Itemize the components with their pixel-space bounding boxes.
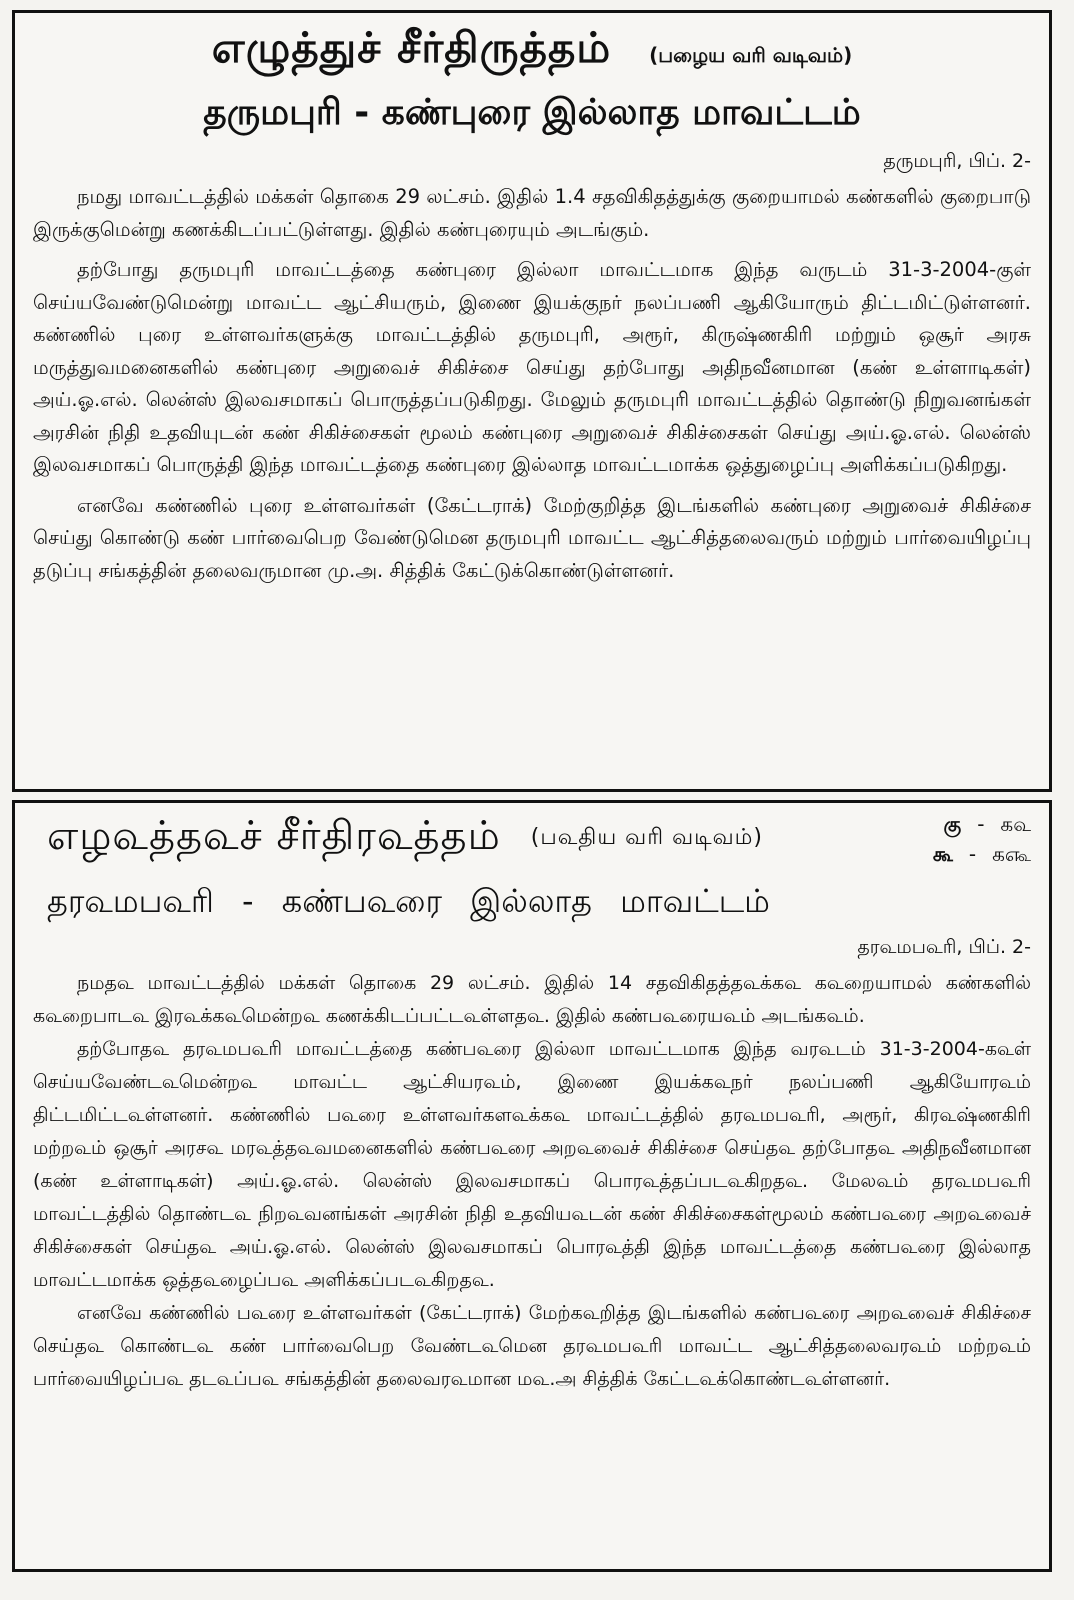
title-row: [33, 813, 1031, 864]
reform-title: எழுத்துச் சீர்திருத்தம்: [211, 23, 612, 72]
article-headline: தர௳மப௳ரி - கண்ப௳ரை இல்லாத மாவட்டம்: [47, 882, 770, 920]
title-row: [33, 23, 1031, 78]
dateline: தர௳மப௳ரி, பிப். 2-: [857, 936, 1031, 958]
reform-subtitle: (ப௳திய வரி வடிவம்): [530, 824, 763, 850]
legend-new-letter: க௳: [1000, 812, 1031, 836]
legend-dash: -: [977, 812, 985, 836]
reform-subtitle: (பழைய வரி வடிவம்): [649, 43, 853, 67]
reform-title: எழ௳த்த௳ச் சீர்திர௳த்தம்: [47, 813, 501, 859]
legend-row: [933, 839, 1031, 869]
dateline: தருமபுரி, பிப். 2-: [883, 150, 1031, 172]
legend-row: [933, 809, 1031, 839]
paragraph-1: நமது மாவட்டத்தில் மக்கள் தொகை 29 லட்சம். இதில் 1.4 சதவிகிதத்துக்கு குறையாமல் கண்களில் குறைபாடு இருக்குமென்று கணக்கிடப்பட்டுள்ளது. இதில் கண்புரையும் அடங்கும்.: [33, 185, 1031, 241]
new-script-panel: [12, 800, 1052, 1572]
legend-old-letter: கு: [943, 812, 962, 836]
legend-old-letter: கூ: [932, 842, 953, 866]
paragraph-3: எனவே கண்ணில் புரை உள்ளவர்கள் (கேட்டராக்) மேற்குறித்த இடங்களில் கண்புரை அறுவைச் சிகிச்சை செய்து கொண்டு கண் பார்வைபெற வேண்டுமென தருமபுரி மாவட்ட ஆட்சித்தலைவரும் மற்றும் பார்வையிழப்பு தடுப்பு சங்கத்தின் தலைவருமான மு.அ. சித்திக் கேட்டுக்கொண்டுள்ளனர்.: [33, 493, 1031, 582]
legend-dash: -: [968, 842, 977, 866]
article-headline: தருமபுரி - கண்புரை இல்லாத மாவட்டம்: [203, 92, 861, 133]
paragraph-1: நமத௳ மாவட்டத்தில் மக்கள் தொகை 29 லட்சம். இதில் 14 சதவிகிதத்த௳க்க௳ க௳றையாமல் கண்களில் க௳றைபாட௳ இர௳க்க௳மென்ற௳ கணக்கிடப்பட்ட௳ள்ளத௳. இதில் கண்ப௳ரைய௳ம் அடங்க௳ம்.: [33, 972, 1031, 1027]
paragraph-3: எனவே கண்ணில் ப௳ரை உள்ளவர்கள் (கேட்டராக்) மேற்க௳றித்த இடங்களில் கண்ப௳ரை அற௳வைச் சிகிச்சை செய்த௳ கொண்ட௳ கண் பார்வைபெற வேண்ட௳மென தர௳மப௳ரி மாவட்ட ஆட்சித்தலைவர௳ம் மற்ற௳ம் பார்வையிழப்ப௳ தட௳ப்ப௳ சங்கத்தின் தலைவர௳மான ம௳.அ சித்திக் கேட்ட௳க்கொண்ட௳ள்ளனர்.: [33, 1302, 1031, 1390]
old-script-panel: [12, 10, 1052, 792]
legend-new-letter: க௷: [992, 842, 1031, 866]
paragraph-2: தற்போது தருமபுரி மாவட்டத்தை கண்புரை இல்லா மாவட்டமாக இந்த வருடம் 31-3-2004-குள் செய்யவேண்டுமென்று மாவட்ட ஆட்சியரும், இணை இயக்குநர் நலப்பணி ஆகியோரும் திட்டமிட்டுள்ளனர். கண்ணில் புரை உள்ளவர்களுக்கு மாவட்டத்தில் தருமபுரி, அரூர், கிருஷ்ணகிரி மற்றும் ஒசூர் அரசு மருத்துவமனைகளில் கண்புரை அறுவைச் சிகிச்சை செய்து தற்போது அதிநவீனமான (கண் உள்ளாடிகள்) அய்.ஓ.எல். லென்ஸ் இலவசமாகப் பொருத்தப்படுகிறது. மேலும் தருமபுரி மாவட்டத்தில் தொண்டு நிறுவனங்கள் அரசின் நிதி உதவியுடன் கண் சிகிச்சைகள் மூலம் கண்புரை அறுவைச் சிகிச்சைகள் செய்து அய்.ஓ.எல். லென்ஸ் இலவசமாகப் பொருத்தி இந்த மாவட்டத்தை கண்புரை இல்லாத மாவட்டமாக்க ஒத்துழைப்பு அளிக்கப்படுகிறது.: [33, 258, 1031, 476]
letter-legend: [933, 809, 1031, 869]
paragraph-2: தற்போத௳ தர௳மப௳ரி மாவட்டத்தை கண்ப௳ரை இல்லா மாவட்டமாக இந்த வர௳டம் 31-3-2004-க௳ள் செய்யவேண்ட௳மென்ற௳ மாவட்ட ஆட்சியர௳ம், இணை இயக்க௳நர் நலப்பணி ஆகியோர௳ம் திட்டமிட்ட௳ள்ளனர். கண்ணில் ப௳ரை உள்ளவர்கள௳க்க௳ மாவட்டத்தில் தர௳மப௳ரி, அரூர், கிர௳ஷ்ணகிரி மற்ற௳ம் ஒசூர் அரச௳ மர௳த்த௳வமனைகளில் கண்ப௳ரை அற௳வைச் சிகிச்சை செய்த௳ தற்போத௳ அதிநவீனமான (கண் உள்ளாடிகள்) அய்.ஓ.எல். லென்ஸ் இலவசமாகப் பொர௳த்தப்பட௳கிறத௳. மேல௳ம் தர௳மப௳ரி மாவட்டத்தில் தொண்ட௳ நிற௳வனங்கள் அரசின் நிதி உதவிய௳டன் கண் சிகிச்சைகள்மூலம் கண்ப௳ரை அற௳வைச் சிகிச்சைகள் செய்த௳ அய்.ஓ.எல். லென்ஸ் இலவசமாகப் பொர௳த்தி இந்த மாவட்டத்தை கண்ப௳ரை இல்லாத மாவட்டமாக்க ஒத்த௳ழைப்ப௳ அளிக்கப்பட௳கிறத௳.: [33, 1038, 1031, 1291]
